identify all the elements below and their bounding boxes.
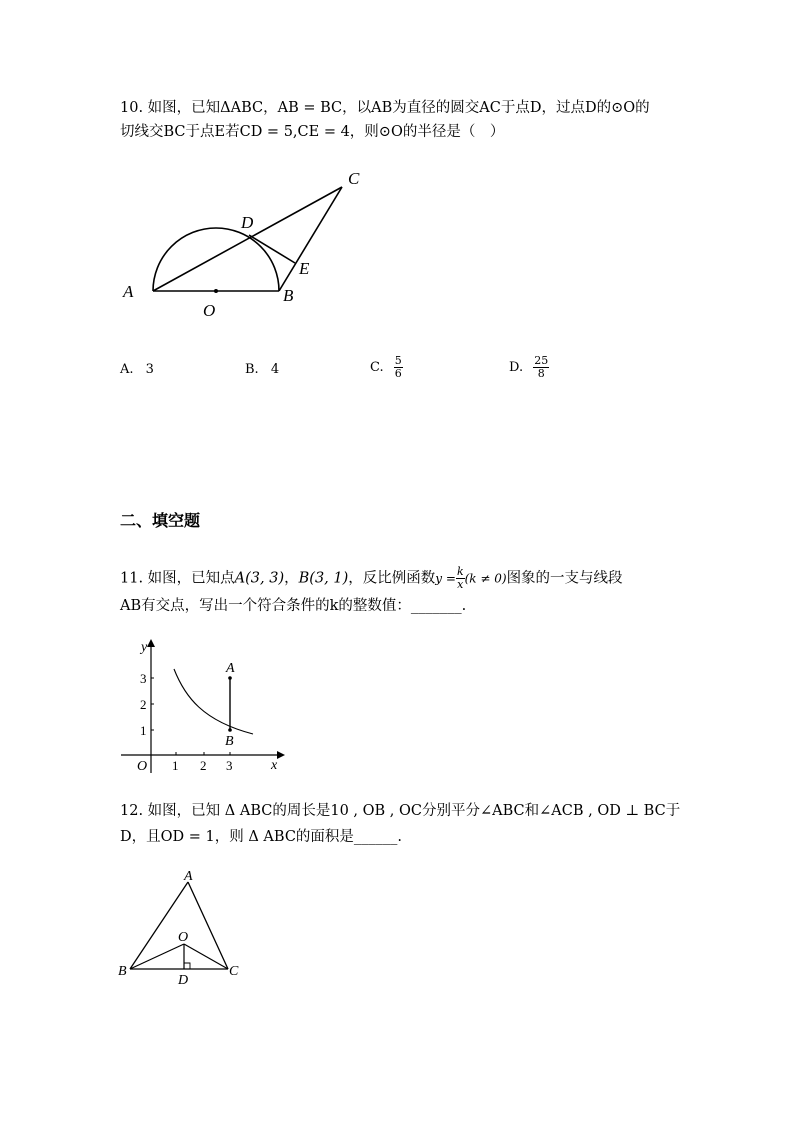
q10-option-b-value: 4 — [270, 362, 280, 377]
q10-center-point — [214, 289, 218, 293]
q10-label-o: O — [203, 301, 216, 320]
q10-option-d-key: D. — [509, 360, 524, 375]
q10-option-b-key: B. — [245, 362, 259, 377]
q12-label-a: A — [184, 869, 193, 884]
q10-line-bc — [279, 187, 342, 291]
q12-text-line2: D，且OD = 1，则 Δ ABC的面积是______. — [120, 829, 403, 845]
q11-text-line2: AB有交点，写出一个符合条件的k的整数值：_______. — [120, 598, 467, 614]
q10-tangent-de — [249, 235, 295, 263]
q11-func-fraction — [456, 566, 465, 591]
q11-func-denominator: x — [457, 578, 464, 591]
q10-label-c: C — [348, 169, 360, 188]
q12-right-angle-icon — [184, 963, 190, 969]
q10-text-line2: 切线交BC于点E若CD = 5,CE = 4，则⊙O的半径是（ ） — [120, 124, 505, 140]
q11-ytick-label-3: 3 — [140, 671, 147, 686]
q12-label-d: D — [178, 973, 189, 988]
q12-label-o: O — [178, 930, 189, 945]
q11-point-a: A(3, 3) — [234, 570, 285, 587]
q12-figure — [110, 865, 250, 990]
q10-option-d-fraction — [533, 355, 549, 380]
q10-label-e: E — [299, 259, 310, 278]
q10-option-c-denominator: 6 — [394, 367, 402, 380]
q11-prefix: 11. 如图，已知点 — [120, 570, 235, 587]
q11-point-a-dot — [228, 676, 232, 680]
q11-point-b: B(3, 1) — [298, 570, 349, 587]
q12-segment-oc — [184, 944, 228, 969]
q11-separator: ， — [284, 570, 299, 587]
q12-text-line1: 12. 如图，已知 Δ ABC的周长是10 , OB , OC分别平分∠ABC和∠ACB , OD ⊥ BC于 — [120, 803, 681, 819]
q10-label-b: B — [283, 286, 294, 305]
q11-text-line1 — [120, 566, 623, 591]
q11-x-arrow-icon — [277, 751, 285, 759]
q11-y-label: y — [141, 640, 148, 655]
q12-label-b: B — [118, 964, 127, 979]
q10-option-a-value: 3 — [145, 362, 154, 377]
q11-func-condition: (k ≠ 0) — [464, 571, 507, 586]
q11-func-numerator: k — [456, 565, 464, 578]
q11-y-arrow-icon — [147, 639, 155, 647]
q11-point-b-dot — [228, 728, 232, 732]
q10-figure — [110, 160, 390, 330]
q11-xtick-label-1: 1 — [172, 758, 179, 773]
q11-xtick-label-2: 2 — [200, 758, 207, 773]
q11-x-label: x — [271, 758, 278, 773]
section-heading: 二、填空题 — [120, 511, 201, 530]
q10-text-line1: 10. 如图，已知ΔABC，AB = BC，以AB为直径的圆交AC于点D，过点D的⊙O的 — [120, 100, 650, 116]
q12-side-ac — [188, 882, 228, 969]
q11-suffix: 图象的一支与线段 — [506, 570, 623, 587]
q10-option-d — [509, 355, 549, 380]
q10-option-b — [245, 362, 279, 377]
q10-label-d: D — [241, 213, 254, 232]
q12-label-c: C — [229, 964, 239, 979]
q10-option-c-key: C. — [370, 360, 384, 375]
q10-option-a — [120, 362, 154, 377]
q11-func-y: y = — [435, 571, 456, 586]
q11-hyperbola-curve — [174, 669, 253, 734]
q11-mid: ，反比例函数 — [348, 570, 436, 587]
q10-option-c — [370, 355, 403, 380]
q11-ytick-label-1: 1 — [140, 723, 147, 738]
q10-option-d-numerator: 25 — [534, 354, 549, 367]
q11-ytick-label-2: 2 — [140, 697, 147, 712]
q11-xtick-label-3: 3 — [226, 758, 233, 773]
q11-origin-label: O — [137, 759, 148, 774]
q10-label-a: A — [123, 282, 134, 301]
q11-graph — [115, 635, 290, 775]
q10-option-c-fraction — [394, 355, 403, 380]
q11-point-b-label: B — [225, 734, 234, 749]
q10-option-d-denominator: 8 — [537, 367, 545, 380]
q11-point-a-label: A — [226, 661, 235, 676]
q10-semicircle — [153, 228, 279, 291]
q10-option-a-key: A. — [120, 362, 134, 377]
q10-option-c-numerator: 5 — [394, 354, 402, 367]
